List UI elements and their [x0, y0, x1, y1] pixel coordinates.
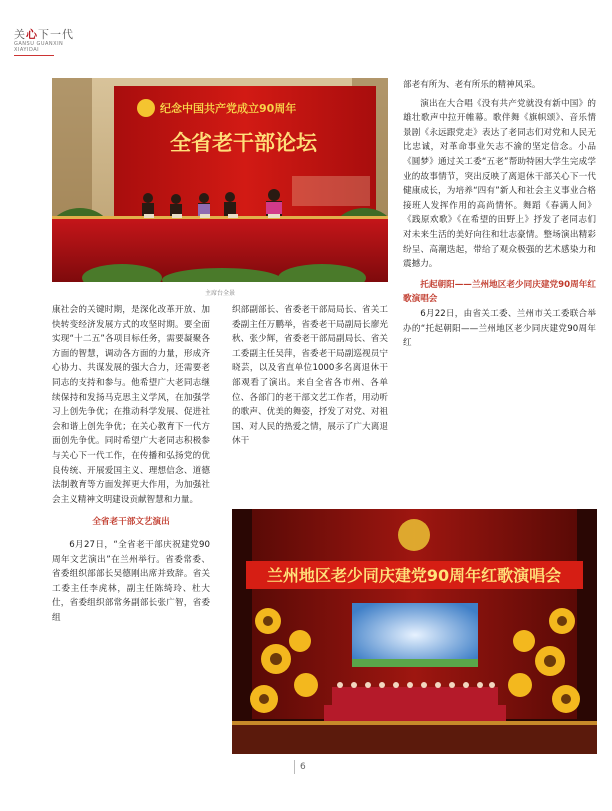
- section-heading-red-song-concert: 托起朝阳——兰州地区老少同庆建党90周年红歌演唱会: [403, 279, 596, 305]
- photo-caption: 主席台全景: [204, 290, 235, 297]
- paragraph: 6月22日，由省关工委、兰州市关工委联合举办的“托起朝阳——兰州地区老少同庆建党90周年红: [403, 308, 596, 349]
- page-number: 6: [300, 762, 306, 772]
- svg-text:兰州地区老少同庆建党90周年红歌演唱会: 兰州地区老少同庆建党90周年红歌演唱会: [266, 566, 562, 585]
- masthead-title: 关心下一代: [14, 28, 74, 41]
- forum-stage-illustration: [52, 78, 388, 282]
- svg-text:全省老干部论坛: 全省老干部论坛: [170, 130, 317, 155]
- paragraph: 康社会的关键时期，是深化改革开放、加快转变经济发展方式的攻坚时期。要全面实现“十二五”各项目标任务，需要凝聚各方面的智慧，调动各方面的力量，形成齐心协力、共谋发展的强大合力，还需要老同志的支持和参与。他希望广大老同志继续保持和发扬马克思主义学风，在加强学习上创先争优；在推动科学发展、促进社会和谐上创先争优；在关心教育下一代方面创先争优。同时希望广大老同志积极参与关心下一代工作，在传播和弘扬党的优良传统、开展爱国主义、理想信念、道德法制教育等方面发挥更大作用，为加强社会主义精神文明建设贡献智慧和力量。: [52, 305, 210, 505]
- svg-text:纪念中国共产党成立90周年: 纪念中国共产党成立90周年: [160, 102, 297, 115]
- paragraph: 织部副部长、省委老干部局局长、省关工委副主任万鹏举，省委老干局副局长廖光秋、张少辉，省委老干部局副局长、省关工委副主任吴萍，省委老干局副巡视员宁晓芸，以及省直单位1000多名离退休干部观看了演出。来自全省各市州、各单位、各部门的老干部文艺工作者，用动听的歌声、优美的舞姿，抒发了对党、对祖国、对人民的热爱之情，展示了广大离退休干: [232, 305, 388, 447]
- page-number-divider: [294, 760, 295, 774]
- section-heading-literary-performance: 全省老干部文艺演出: [92, 517, 170, 528]
- concert-stage-photo: [232, 509, 597, 754]
- masthead-subtitle: GANSU GUANXIN XIAYIDAI: [14, 41, 64, 53]
- forum-stage-photo: [52, 78, 388, 282]
- middle-column: [232, 303, 388, 449]
- paragraph: 演出在大合唱《没有共产党就没有新中国》的雄壮歌声中拉开帷幕。歌伴舞《旗帜颂》、音乐情景剧《永远跟党走》表达了老同志们对党和人民无比忠诚，对革命事业矢志不渝的坚定信念。小品《圆梦》通过关工委“五老”帮助特困大学生完成学业的故事情节，突出反映了离退休干部关心下一代健康成长，为培养“四有”新人和社会主义事业合格接班人发挥作用的高尚情怀。舞蹈《春满人间》《践原欢歌》《在希望的田野上》抒发了老同志们对未来生活的美好向往和壮志豪情。整场演出精彩纷呈、高潮迭起，带给了观众极强的艺术感染力和震撼力。: [403, 98, 596, 270]
- left-column: [52, 303, 210, 625]
- paragraph: 6月27日，“全省老干部庆祝建党90周年文艺演出”在兰州举行。省委常委、省委组织部部长吴德刚出席并致辞。省关工委主任李虎林，副主任陈绮玲、杜大仕，省委组织部常务副部长张广智，省委组: [52, 539, 210, 623]
- masthead-rule: [14, 55, 54, 56]
- paragraph: 部老有所为、老有所乐的精神风采。: [403, 80, 541, 90]
- concert-stage-illustration: [232, 509, 597, 754]
- right-column: [403, 78, 596, 351]
